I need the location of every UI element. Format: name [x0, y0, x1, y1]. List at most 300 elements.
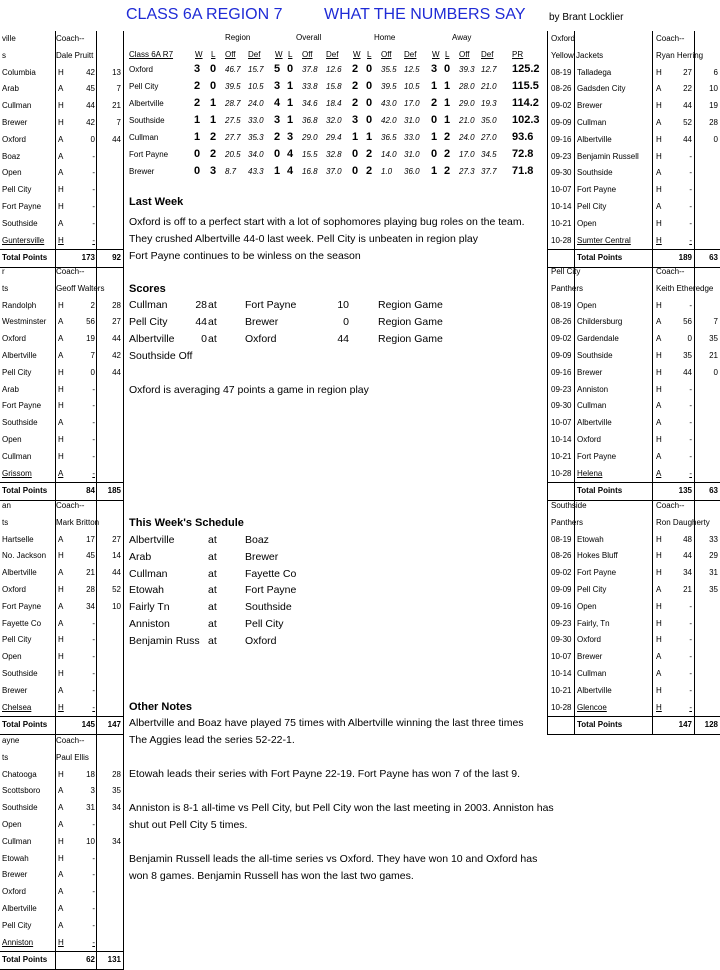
points-against: 14	[112, 551, 121, 561]
standings-row	[128, 164, 544, 181]
points-for: -	[92, 168, 95, 178]
power-rating: 71.8	[512, 165, 534, 177]
opponent: Chatooga	[2, 769, 37, 779]
opponent: Open	[2, 168, 22, 178]
home-away: H	[58, 836, 64, 846]
points-against: 28	[112, 300, 121, 310]
note-line: won 8 games. Benjamin Russell has won the last two games.	[129, 870, 414, 882]
points-against: 7	[116, 84, 121, 94]
standings-column-header: Off	[459, 50, 470, 59]
total-label: Total Points	[577, 720, 623, 730]
points-against: 44	[112, 568, 121, 578]
stat-value: 10.5	[404, 82, 420, 91]
points-against: 0	[713, 367, 718, 377]
home-away: A	[58, 534, 64, 544]
game-row	[0, 348, 123, 365]
home-away: H	[58, 584, 64, 594]
left-team-panel	[0, 264, 124, 501]
right-team-panel	[547, 31, 720, 268]
points-against: 7	[116, 117, 121, 127]
coach-name: Ryan Herring	[656, 50, 704, 60]
opponent: Helena	[577, 468, 603, 478]
stat-value: 32.8	[326, 150, 342, 159]
stat-value: 37.0	[326, 167, 342, 176]
column-divider	[55, 31, 56, 268]
panel-header-row	[0, 498, 123, 515]
opponent: Gadsden City	[577, 84, 626, 94]
stat-value: 34.6	[302, 99, 318, 108]
game-row	[0, 767, 123, 784]
points-for: 0	[687, 334, 692, 344]
home-away: A	[58, 786, 64, 796]
points-for: -	[689, 300, 692, 310]
total-against: 147	[107, 720, 121, 730]
note-line: Albertville and Boaz have played 75 times with Albertville winning the last three times	[129, 717, 524, 729]
opponent: Westminster	[2, 317, 47, 327]
game-row	[0, 65, 123, 82]
stat-value: 1	[274, 165, 281, 177]
standings-group-header: Away	[452, 33, 472, 42]
standings-column-header: Def	[248, 50, 261, 59]
stat-value: 28.0	[459, 82, 475, 91]
stat-value: 0	[194, 148, 201, 160]
game-row	[0, 901, 123, 918]
points-for: 52	[683, 117, 692, 127]
points-against: 28	[709, 117, 718, 127]
opponent: Southside	[577, 168, 613, 178]
opponent: Oxford	[577, 434, 602, 444]
stat-value: 4	[274, 97, 281, 109]
game-date: 09-23	[551, 384, 572, 394]
opponent: Pell City	[577, 201, 607, 211]
score-cell: Oxford	[245, 333, 277, 345]
stat-value: 1	[194, 114, 201, 126]
stat-value: 2	[210, 148, 217, 160]
opponent: Pell City	[2, 920, 32, 930]
coach-name: Geoff Walters	[56, 283, 105, 293]
standings-column-header: Off	[302, 50, 313, 59]
right-team-panel	[547, 264, 720, 501]
last-week-line: They crushed Albertville 44-0 last week. Pell City is unbeaten in region play	[129, 233, 479, 245]
points-for: 44	[683, 134, 692, 144]
game-row	[0, 182, 123, 199]
opponent: Hokes Bluff	[577, 551, 618, 561]
coach-label: Coach--	[56, 34, 85, 43]
game-date: 09-16	[551, 367, 572, 377]
stat-value: 8.7	[225, 167, 237, 176]
standings-column-header: Def	[481, 50, 494, 59]
total-label: Total Points	[2, 253, 48, 263]
opponent: Chelsea	[2, 702, 32, 712]
points-for: -	[92, 870, 95, 880]
points-against: 10	[112, 601, 121, 611]
opponent: Anniston	[577, 384, 609, 394]
points-for: -	[92, 201, 95, 211]
opponent: Fayette Co	[2, 618, 42, 628]
score-cell: 44	[195, 316, 207, 328]
opponent: Columbia	[2, 67, 36, 77]
stat-value: 12.6	[326, 65, 342, 74]
stat-value: 0	[287, 63, 294, 75]
stat-value: 2	[431, 97, 438, 109]
points-for: -	[92, 937, 95, 947]
stat-value: 36.0	[404, 167, 420, 176]
points-against: 34	[112, 836, 121, 846]
game-date: 10-14	[551, 201, 572, 211]
column-divider	[96, 264, 97, 501]
schedule-at: at	[208, 584, 217, 597]
home-away: H	[656, 218, 662, 228]
page-title: CLASS 6A REGION 7	[126, 6, 283, 23]
home-away: H	[656, 618, 662, 628]
stat-value: 31.0	[404, 150, 420, 159]
home-away: A	[58, 334, 64, 344]
score-cell: Region Game	[378, 316, 443, 328]
standings-row	[128, 62, 544, 79]
opponent: Pell City	[577, 584, 607, 594]
opponent: Southside	[2, 218, 38, 228]
game-date: 09-02	[551, 101, 572, 111]
game-row	[0, 582, 123, 599]
game-row	[0, 666, 123, 683]
game-row	[0, 432, 123, 449]
points-for: 56	[86, 317, 95, 327]
schedule-away-team: Cullman	[129, 567, 168, 580]
left-team-panel	[0, 733, 124, 970]
stat-value: 24.0	[459, 133, 475, 142]
score-cell: 10	[337, 299, 349, 311]
home-away: H	[58, 652, 64, 662]
points-for: 44	[683, 367, 692, 377]
home-away: A	[656, 451, 662, 461]
stat-value: 2	[352, 97, 359, 109]
schedule-away-team: Etowah	[129, 584, 165, 597]
stat-value: 0	[352, 165, 359, 177]
schedule-away-team: Benjamin Russ	[129, 634, 200, 647]
stat-value: 35.3	[248, 133, 264, 142]
game-row	[0, 365, 123, 382]
points-for: -	[92, 468, 95, 478]
stat-value: 0	[366, 80, 373, 92]
stat-value: 2	[352, 63, 359, 75]
opponent: Hartselle	[2, 534, 34, 544]
home-away: H	[58, 451, 64, 461]
panel-header-row	[0, 733, 123, 750]
coach-name: Paul Ellis	[56, 752, 89, 762]
note-line: The Aggies lead the series 52-22-1.	[129, 734, 295, 746]
stat-value: 29.0	[302, 133, 318, 142]
home-away: A	[58, 468, 64, 478]
home-away: A	[58, 870, 64, 880]
stat-value: 2	[352, 80, 359, 92]
opponent: Grissom	[2, 468, 32, 478]
home-away: A	[656, 668, 662, 678]
stat-value: 24.0	[248, 99, 264, 108]
game-row	[0, 449, 123, 466]
game-date: 10-28	[551, 702, 572, 712]
column-divider	[574, 31, 575, 268]
home-away: A	[656, 652, 662, 662]
home-away: A	[656, 468, 662, 478]
opponent: Oxford	[577, 635, 602, 645]
team-name: Brewer	[129, 167, 155, 176]
schedule-home-team: Boaz	[245, 534, 269, 546]
stat-value: 4	[287, 165, 294, 177]
points-against: 35	[709, 584, 718, 594]
opponent: Gardendale	[577, 334, 619, 344]
total-label: Total Points	[577, 486, 623, 496]
game-row	[0, 700, 123, 717]
stat-value: 39.5	[381, 82, 397, 91]
home-away: A	[58, 887, 64, 897]
score-cell: 28	[195, 299, 207, 311]
total-against: 185	[107, 486, 121, 496]
total-against: 63	[709, 253, 718, 263]
stat-value: 37.8	[302, 65, 318, 74]
total-label: Total Points	[2, 720, 48, 730]
game-date: 10-28	[551, 468, 572, 478]
column-divider	[55, 264, 56, 501]
points-against: 0	[713, 134, 718, 144]
points-for: 7	[90, 350, 95, 360]
schedule-home-team: Brewer	[245, 550, 279, 563]
game-row	[0, 884, 123, 901]
game-date: 10-14	[551, 668, 572, 678]
points-for: -	[689, 685, 692, 695]
game-date: 08-26	[551, 317, 572, 327]
stat-value: 29.4	[326, 133, 342, 142]
team-name: an	[2, 501, 11, 510]
stat-value: 4	[287, 148, 294, 160]
opponent: Southside	[2, 668, 38, 678]
game-date: 08-26	[551, 551, 572, 561]
home-away: H	[58, 300, 64, 310]
points-for: 2	[90, 300, 95, 310]
coach-name: Ron Daugherty	[656, 517, 710, 527]
points-for: 56	[683, 317, 692, 327]
note-line: Benjamin Russell leads the all-time series vs Oxford. They have won 10 and Oxford has	[129, 853, 538, 865]
stat-value: 1	[210, 114, 217, 126]
stat-value: 33.0	[404, 133, 420, 142]
points-for: -	[92, 652, 95, 662]
stat-value: 0	[352, 148, 359, 160]
points-for: -	[689, 702, 692, 712]
standings-row	[128, 79, 544, 96]
game-date: 09-23	[551, 618, 572, 628]
game-date: 10-07	[551, 652, 572, 662]
game-date: 09-09	[551, 117, 572, 127]
stat-value: 1	[444, 97, 451, 109]
points-for: -	[92, 451, 95, 461]
points-for: 17	[86, 534, 95, 544]
schedule-home-team: Southside	[245, 601, 292, 614]
schedule-home-team: Fayette Co	[245, 567, 297, 580]
total-against: 92	[112, 253, 121, 263]
game-date: 10-07	[551, 185, 572, 195]
power-rating: 72.8	[512, 148, 534, 160]
home-away: A	[58, 618, 64, 628]
opponent: Boaz	[2, 151, 21, 161]
opponent: Oxford	[2, 134, 27, 144]
stat-value: 27.5	[225, 116, 241, 125]
opponent: Oxford	[2, 584, 27, 594]
points-against: 19	[709, 101, 718, 111]
standings-column-header: W	[195, 50, 203, 59]
home-away: A	[58, 903, 64, 913]
stat-value: 0	[366, 63, 373, 75]
team-name: r	[2, 267, 5, 276]
game-date: 09-30	[551, 635, 572, 645]
team-name: Pell City	[129, 82, 159, 91]
stat-value: 1	[444, 80, 451, 92]
game-date: 09-16	[551, 134, 572, 144]
coach-name: Mark Britton	[56, 517, 100, 527]
standings-column-header: L	[367, 50, 372, 59]
opponent: Open	[577, 218, 597, 228]
team-nickname: Panthers	[551, 283, 584, 293]
panel-header-row	[0, 264, 123, 281]
points-for: -	[92, 434, 95, 444]
column-divider	[694, 31, 695, 268]
stat-value: 1.0	[381, 167, 393, 176]
team-name: Cullman	[129, 133, 159, 142]
home-away: H	[656, 151, 662, 161]
stat-value: 27.7	[225, 133, 241, 142]
points-against: 44	[112, 134, 121, 144]
game-row	[0, 867, 123, 884]
schedule-home-team: Pell City	[245, 618, 284, 630]
home-away: H	[656, 67, 662, 77]
home-away: A	[656, 317, 662, 327]
stat-value: 2	[444, 131, 451, 143]
stat-value: 2	[366, 165, 373, 177]
score-cell: at	[208, 333, 217, 345]
stat-value: 1	[431, 131, 438, 143]
stat-value: 5	[274, 63, 281, 75]
schedule-title: This Week's Schedule	[129, 517, 244, 529]
game-date: 09-30	[551, 401, 572, 411]
stat-value: 31.0	[404, 116, 420, 125]
stat-value: 3	[352, 114, 359, 126]
game-row	[0, 834, 123, 851]
opponent: Albertville	[577, 134, 612, 144]
stat-value: 1	[287, 80, 294, 92]
points-against: 21	[112, 101, 121, 111]
panel-subheader-row	[0, 281, 123, 298]
stat-value: 0	[431, 148, 438, 160]
points-against: 34	[112, 803, 121, 813]
opponent: Etowah	[2, 853, 29, 863]
points-for: 42	[86, 117, 95, 127]
opponent: Open	[577, 601, 597, 611]
standings-row	[128, 130, 544, 147]
stat-value: 27.3	[459, 167, 475, 176]
standings-column-header: L	[445, 50, 450, 59]
power-rating: 125.2	[512, 63, 540, 75]
points-against: 6	[713, 67, 718, 77]
game-row	[0, 599, 123, 616]
opponent: Pell City	[2, 185, 32, 195]
opponent: Cullman	[2, 451, 32, 461]
schedule-at: at	[208, 550, 217, 563]
opponent: Fort Payne	[577, 185, 617, 195]
opponent: Arab	[2, 384, 19, 394]
points-for: 35	[683, 350, 692, 360]
game-date: 08-26	[551, 84, 572, 94]
team-name: Oxford	[551, 34, 576, 43]
game-date: 09-02	[551, 334, 572, 344]
game-row	[0, 115, 123, 132]
points-for: -	[92, 685, 95, 695]
standings-column-header: L	[288, 50, 293, 59]
opponent: Albertville	[2, 568, 37, 578]
points-for: -	[92, 887, 95, 897]
game-date: 08-19	[551, 67, 572, 77]
schedule-away-team: Arab	[129, 550, 152, 563]
opponent: Randolph	[2, 300, 37, 310]
southside-off: Southside Off	[129, 350, 193, 362]
panel-subheader-row	[0, 515, 123, 532]
home-away: H	[58, 668, 64, 678]
stat-value: 35.5	[381, 65, 397, 74]
standings-column-header: Off	[225, 50, 236, 59]
home-away: H	[58, 635, 64, 645]
total-for: 147	[678, 720, 692, 730]
home-away: H	[58, 185, 64, 195]
team-name: Albertville	[129, 99, 164, 108]
points-for: -	[689, 185, 692, 195]
column-divider	[96, 31, 97, 268]
stat-value: 34.0	[248, 150, 264, 159]
game-date: 09-09	[551, 584, 572, 594]
home-away: A	[58, 601, 64, 611]
points-for: -	[689, 418, 692, 428]
game-row	[0, 783, 123, 800]
points-for: -	[92, 920, 95, 930]
team-nickname: ts	[2, 283, 9, 293]
home-away: H	[656, 134, 662, 144]
stat-value: 3	[287, 131, 294, 143]
stat-value: 43.3	[248, 167, 264, 176]
stat-value: 1	[431, 80, 438, 92]
stat-value: 37.7	[481, 167, 497, 176]
game-row	[0, 918, 123, 935]
game-row	[0, 216, 123, 233]
coach-label: Coach--	[56, 267, 85, 276]
home-away: H	[58, 67, 64, 77]
coach-label: Coach--	[56, 736, 85, 745]
opponent: Cullman	[2, 101, 32, 111]
schedule-at: at	[208, 567, 217, 580]
opponent: Cullman	[2, 836, 32, 846]
stat-value: 0	[194, 165, 201, 177]
opponent: Arab	[2, 84, 19, 94]
stat-value: 2	[210, 131, 217, 143]
opponent: Southside	[577, 350, 613, 360]
panel-subheader-row	[0, 48, 123, 65]
standings-row	[128, 113, 544, 130]
standings-group-header: Region	[225, 33, 251, 42]
home-away: A	[58, 168, 64, 178]
points-for: -	[92, 819, 95, 829]
team-nickname: Yellow Jackets	[551, 50, 604, 60]
standings-column-header: W	[432, 50, 440, 59]
schedule-at: at	[208, 601, 217, 614]
score-cell: at	[208, 316, 217, 328]
game-row	[0, 548, 123, 565]
home-away: H	[58, 201, 64, 211]
points-for: -	[689, 151, 692, 161]
